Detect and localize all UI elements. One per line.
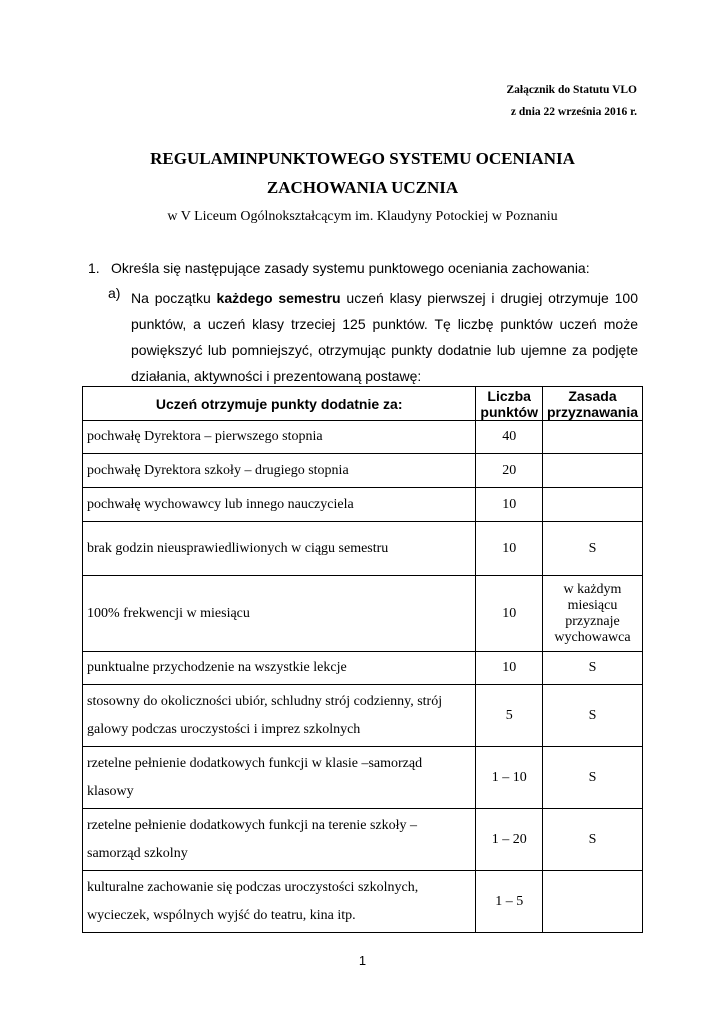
table-row: stosowny do okoliczności ubiór, schludny strój codzienny, strój galowy podczas uroczystości i imprez szkolnych 5 S	[83, 685, 643, 747]
document-title-line-1: REGULAMINPUNKTOWEGO SYSTEMU OCENIANIA	[150, 149, 575, 168]
document-title-line-2: ZACHOWANIA UCZNIA	[266, 178, 459, 197]
table-row: pochwałę Dyrektora szkoły – drugiego stopnia 20	[83, 454, 643, 488]
table-header-row	[83, 387, 643, 421]
table-row: pochwałę Dyrektora – pierwszego stopnia 40	[83, 421, 643, 454]
header-description: Uczeń otrzymuje punkty dodatnie za:	[83, 387, 476, 421]
point-a-text: Na początku każdego semestru uczeń klasy pierwszej i drugiej otrzymuje 100 punktów, a uczeń klasy trzeciej 125 punktów. Tę liczbę punktów uczeń może powiększyć lub pomniejszyć, otrzymując punkty dodatnie lub ujemne za podjęte działania, aktywności i prezentowaną postawę:	[131, 290, 638, 384]
page-number: 1	[358, 953, 367, 968]
attachment-line-2: z dnia 22 września 2016 r.	[510, 106, 637, 118]
table-row: brak godzin nieusprawiedliwionych w ciągu semestru 10 S	[83, 522, 643, 576]
table-row: punktualne przychodzenie na wszystkie lekcje 10 S	[83, 652, 643, 685]
header-points: Liczba punktów	[476, 387, 543, 421]
table-row: kulturalne zachowanie się podczas uroczystości szkolnych, wycieczek, wspólnych wyjść do teatru, kina itp. 1 – 5	[83, 871, 643, 933]
point-a-bold: każdego semestru	[216, 290, 341, 306]
positive-points-table	[82, 386, 643, 933]
attachment-line-1: Załącznik do Statutu VLO	[506, 84, 637, 96]
document-subtitle: w V Liceum Ogólnokształcącym im. Klaudyny Potockiej w Poznaniu	[167, 209, 558, 224]
point-a-label: a)	[108, 285, 121, 301]
header-rule: Zasada przyznawania	[542, 387, 642, 421]
table-row: 100% frekwencji w miesiącu 10 w każdym miesiącu przyznaje wychowawca	[83, 576, 643, 652]
table-row: rzetelne pełnienie dodatkowych funkcji na terenie szkoły – samorząd szkolny 1 – 20 S	[83, 809, 643, 871]
table-row: pochwałę wychowawcy lub innego nauczyciela 10	[83, 488, 643, 522]
section-1-text: Określa się następujące zasady systemu punktowego oceniania zachowania:	[111, 260, 590, 276]
section-1-number: 1.	[88, 260, 100, 276]
table-row: rzetelne pełnienie dodatkowych funkcji w klasie –samorząd klasowy 1 – 10 S	[83, 747, 643, 809]
